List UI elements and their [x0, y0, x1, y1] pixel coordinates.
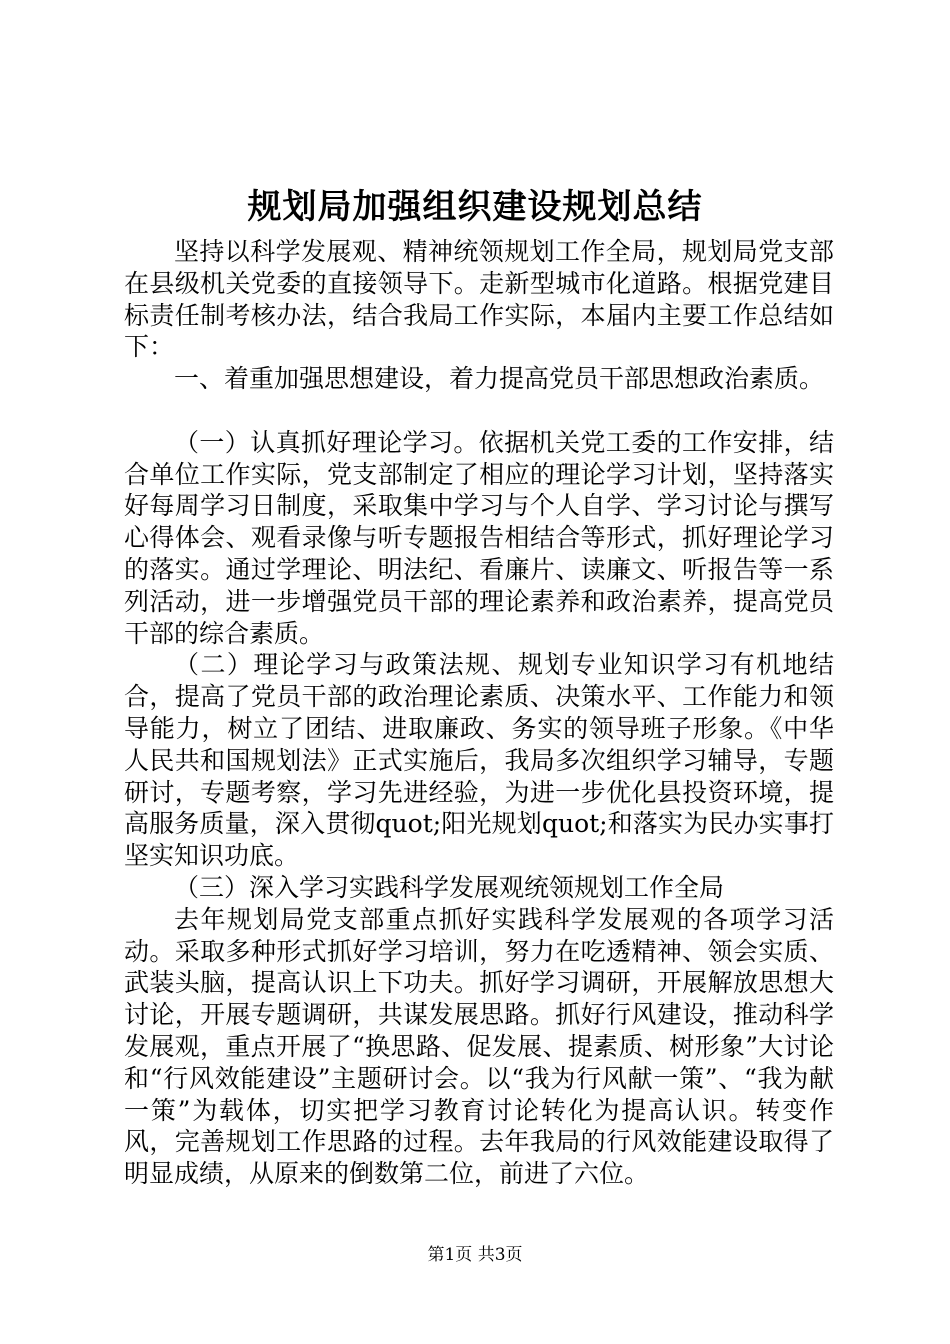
subsection-paragraph-3: 去年规划局党支部重点抓好实践科学发展观的各项学习活动。采取多种形式抓好学习培训，努力在吃透精神、领会实质、武装头脑，提高认识上下功夫。抓好学习调研，开展解放思想大讨论，开展专题调研，共谋发展思路。抓好行风建设，推动科学发展观，重点开展了“换思路、促发展、提素质、树形象”大讨论和“行风效能建设”主题研讨会。以“我为行风献一策”、“我为献一策”为载体，切实把学习教育讨论转化为提高认识。转变作风，完善规划工作思路的过程。去年我局的行风效能建设取得了明显成绩，从原来的倒数第二位，前进了六位。	[124, 904, 834, 1189]
subsection-paragraph-2: （二）理论学习与政策法规、规划专业知识学习有机地结合，提高了党员干部的政治理论素质、决策水平、工作能力和领导能力，树立了团结、进取廉政、务实的领导班子形象。《中华人民共和国规划法》正式实施后，我局多次组织学习辅导，专题研讨，专题考察，学习先进经验，为进一步优化县投资环境，提高服务质量，深入贯彻quot;阳光规划quot;和落实为民办实事打坚实知识功底。	[124, 650, 834, 871]
page-footer: 第1页 共3页	[427, 1245, 523, 1265]
subsection-heading-3: （三）深入学习实践科学发展观统领规划工作全局	[174, 872, 725, 902]
blank-line	[124, 395, 834, 427]
intro-paragraph: 坚持以科学发展观、精神统领规划工作全局，规划局党支部在县级机关党委的直接领导下。走新型城市化道路。根据党建目标责任制考核办法，结合我局工作实际，本届内主要工作总结如下：	[124, 237, 834, 362]
section-heading-1: 一、着重加强思想建设，着力提高党员干部思想政治素质。	[174, 364, 825, 394]
subsection-paragraph-1: （一）认真抓好理论学习。依据机关党工委的工作安排，结合单位工作实际，党支部制定了相应的理论学习计划，坚持落实好每周学习日制度，采取集中学习与个人自学、学习讨论与撰写心得体会、观看录像与听专题报告相结合等形式，抓好理论学习的落实。通过学理论、明法纪、看廉片、读廉文、听报告等一系列活动，进一步增强党员干部的理论素养和政治素养，提高党员干部的综合素质。	[124, 427, 834, 648]
document-title: 规划局加强组织建设规划总结	[247, 187, 703, 227]
document-body	[124, 236, 834, 1190]
